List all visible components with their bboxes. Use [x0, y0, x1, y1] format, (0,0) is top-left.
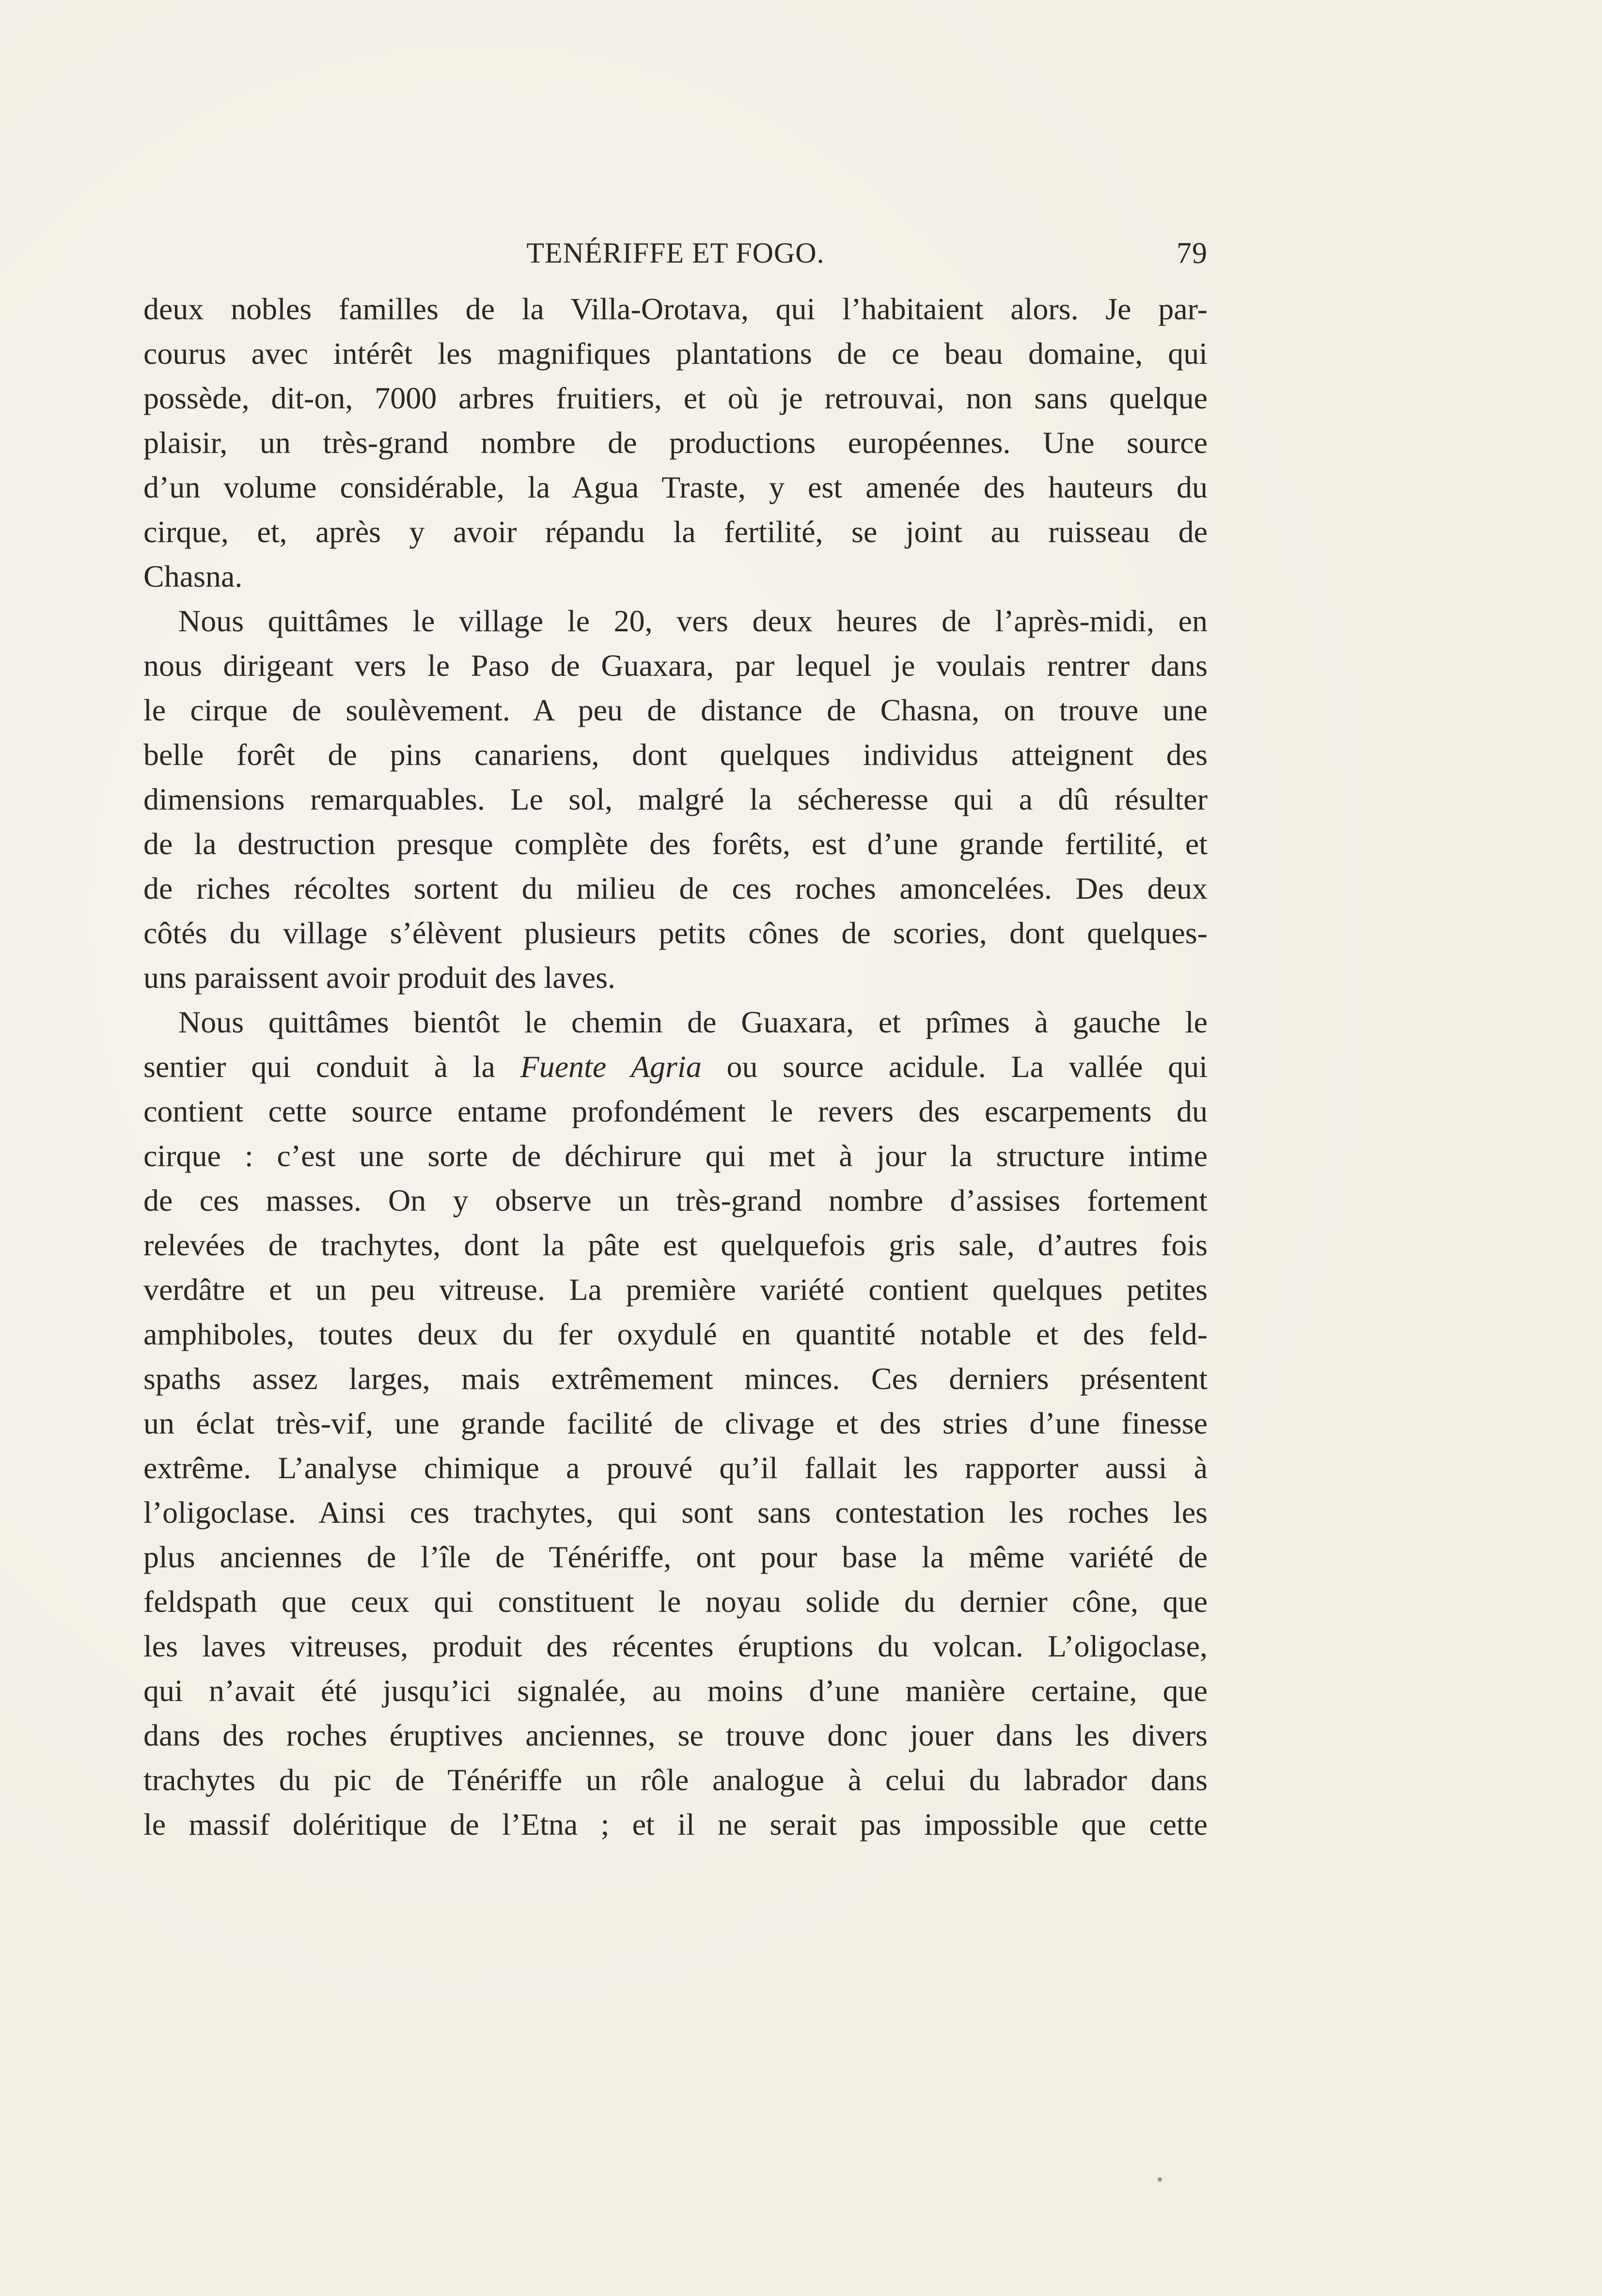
text-line: extrême. L’analyse chimique a prouvé qu’il fallait les rapporter aussi à	[143, 1451, 1208, 1485]
text-line: relevées de trachytes, dont la pâte est quelquefois gris sale, d’autres fois	[143, 1228, 1208, 1262]
paragraph-start: Nous quittâmes le village le 20, vers deux heures de l’après-midi, en	[178, 604, 1208, 638]
text-line: verdâtre et un peu vitreuse. La première variété contient quelques petites	[143, 1272, 1208, 1307]
running-head	[143, 236, 1208, 275]
text-line: cirque : c’est une sorte de déchirure qui met à jour la structure intime	[143, 1139, 1208, 1173]
page-number: 79	[1177, 237, 1208, 270]
paper-speck	[1158, 2177, 1162, 2182]
text-line: dimensions remarquables. Le sol, malgré la sécheresse qui a dû résulter	[143, 782, 1208, 816]
text-line: le massif doléritique de l’Etna ; et il ne serait pas impossible que cette	[143, 1807, 1208, 1842]
text-line: d’un volume considérable, la Agua Traste, y est amenée des hauteurs du	[143, 470, 1208, 504]
text-line: courus avec intérêt les magnifiques plantations de ce beau domaine, qui	[143, 336, 1208, 371]
running-title: TENÉRIFFE ET FOGO.	[526, 237, 825, 269]
text-segment: ou source acidule. La vallée qui	[701, 1049, 1208, 1084]
text-line: côtés du village s’élèvent plusieurs petits cônes de scories, dont quelques-	[143, 916, 1208, 950]
text-line: qui n’avait été jusqu’ici signalée, au moins d’une manière certaine, que	[143, 1673, 1208, 1708]
text-line: de ces masses. On y observe un très-grand nombre d’assises fortement	[143, 1183, 1208, 1218]
italic-place-name: Fuente Agria	[520, 1049, 702, 1084]
text-segment: sentier qui conduit à la	[143, 1049, 520, 1084]
text-line: l’oligoclase. Ainsi ces trachytes, qui sont sans contestation les roches les	[143, 1495, 1208, 1530]
text-line-with-italic	[143, 1045, 1208, 1089]
text-line: cirque, et, après y avoir répandu la fertilité, se joint au ruisseau de	[143, 515, 1208, 549]
text-line: belle forêt de pins canariens, dont quelques individus atteignent des	[143, 737, 1208, 772]
text-line: Chasna.	[143, 559, 243, 594]
text-line: les laves vitreuses, produit des récentes éruptions du volcan. L’oligoclase,	[143, 1629, 1208, 1663]
text-line: nous dirigeant vers le Paso de Guaxara, par lequel je voulais rentrer dans	[143, 648, 1208, 683]
body-text	[143, 287, 1208, 1847]
text-line: dans des roches éruptives anciennes, se trouve donc jouer dans les divers	[143, 1718, 1208, 1752]
text-line: possède, dit-on, 7000 arbres fruitiers, et où je retrouvai, non sans quelque	[143, 381, 1208, 415]
text-line: le cirque de soulèvement. A peu de distance de Chasna, on trouve une	[143, 693, 1208, 727]
text-line: de la destruction presque complète des forêts, est d’une grande fertilité, et	[143, 827, 1208, 861]
text-line: uns paraissent avoir produit des laves.	[143, 960, 615, 995]
text-line: deux nobles familles de la Villa-Orotava, qui l’habitaient alors. Je par-	[143, 292, 1208, 326]
text-line: amphiboles, toutes deux du fer oxydulé en quantité notable et des feld-	[143, 1317, 1208, 1351]
text-line: plus anciennes de l’île de Ténériffe, ont pour base la même variété de	[143, 1540, 1208, 1574]
text-line: contient cette source entame profondément le revers des escarpements du	[143, 1094, 1208, 1128]
text-line: un éclat très-vif, une grande facilité de clivage et des stries d’une finesse	[143, 1406, 1208, 1440]
paragraph-start: Nous quittâmes bientôt le chemin de Guaxara, et prîmes à gauche le	[178, 1005, 1208, 1039]
text-line: feldspath que ceux qui constituent le noyau solide du dernier cône, que	[143, 1584, 1208, 1619]
text-line: plaisir, un très-grand nombre de productions européennes. Une source	[143, 425, 1208, 460]
text-line: de riches récoltes sortent du milieu de ces roches amoncelées. Des deux	[143, 871, 1208, 906]
text-line: trachytes du pic de Ténériffe un rôle analogue à celui du labrador dans	[143, 1763, 1208, 1797]
text-line: spaths assez larges, mais extrêmement minces. Ces derniers présentent	[143, 1361, 1208, 1396]
